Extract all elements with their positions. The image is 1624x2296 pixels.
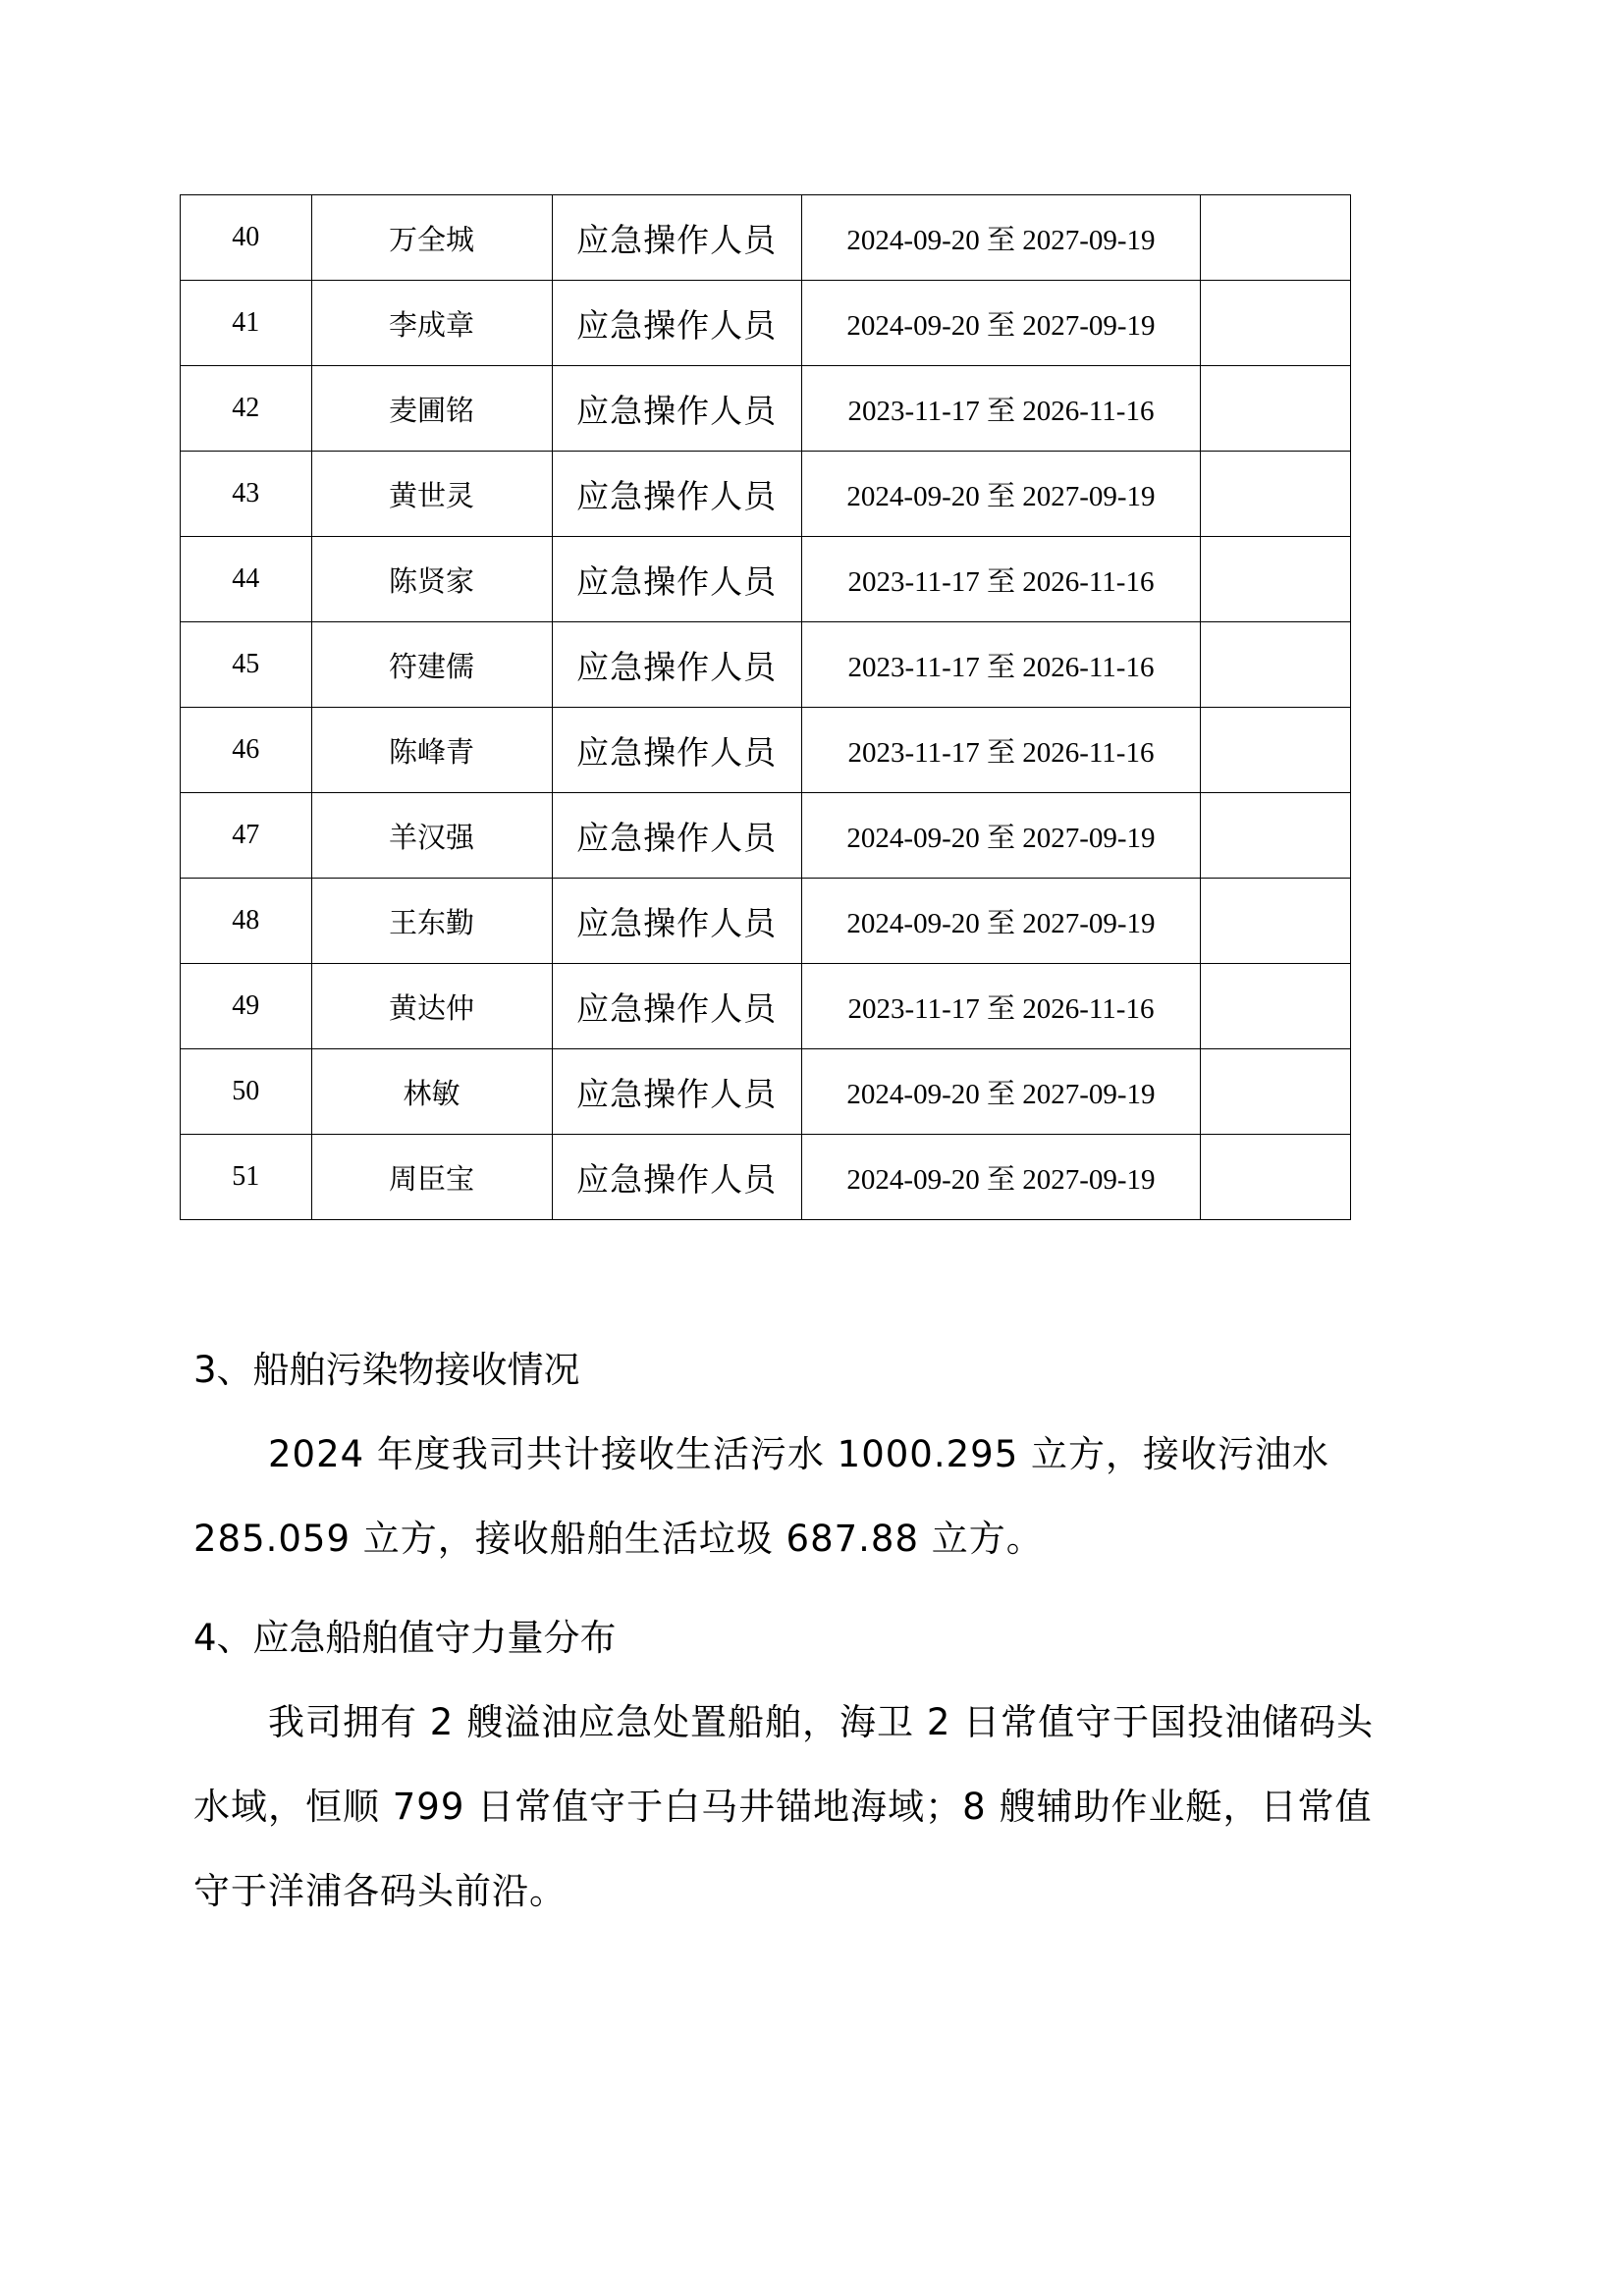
personnel-table xyxy=(180,194,1351,1220)
row-number: 40 xyxy=(181,195,312,281)
table-row xyxy=(181,195,1351,281)
validity-period: 2024-09-20 至 2027-09-19 xyxy=(801,281,1201,366)
person-role: 应急操作人员 xyxy=(552,793,801,879)
person-role: 应急操作人员 xyxy=(552,964,801,1049)
validity-period: 2023-11-17 至 2026-11-16 xyxy=(801,964,1201,1049)
table-row xyxy=(181,366,1351,452)
row-number: 48 xyxy=(181,879,312,964)
validity-period: 2023-11-17 至 2026-11-16 xyxy=(801,622,1201,708)
personnel-table-body xyxy=(181,195,1351,1220)
table-row xyxy=(181,1135,1351,1220)
validity-period: 2024-09-20 至 2027-09-19 xyxy=(801,793,1201,879)
validity-period: 2024-09-20 至 2027-09-19 xyxy=(801,195,1201,281)
row-number: 42 xyxy=(181,366,312,452)
validity-period: 2024-09-20 至 2027-09-19 xyxy=(801,1049,1201,1135)
person-name: 黄世灵 xyxy=(311,452,552,537)
validity-period: 2024-09-20 至 2027-09-19 xyxy=(801,452,1201,537)
row-number: 45 xyxy=(181,622,312,708)
person-role: 应急操作人员 xyxy=(552,281,801,366)
table-row xyxy=(181,281,1351,366)
person-name: 周臣宝 xyxy=(311,1135,552,1220)
person-name: 符建儒 xyxy=(311,622,552,708)
remark-cell xyxy=(1201,708,1351,793)
validity-period: 2024-09-20 至 2027-09-19 xyxy=(801,879,1201,964)
row-number: 41 xyxy=(181,281,312,366)
person-name: 王东勤 xyxy=(311,879,552,964)
table-row xyxy=(181,964,1351,1049)
remark-cell xyxy=(1201,793,1351,879)
remark-cell xyxy=(1201,281,1351,366)
person-role: 应急操作人员 xyxy=(552,195,801,281)
remark-cell xyxy=(1201,366,1351,452)
row-number: 50 xyxy=(181,1049,312,1135)
remark-cell xyxy=(1201,1135,1351,1220)
validity-period: 2024-09-20 至 2027-09-19 xyxy=(801,1135,1201,1220)
section-4-heading: 4、应急船舶值守力量分布 xyxy=(193,1617,617,1659)
row-number: 49 xyxy=(181,964,312,1049)
row-number: 51 xyxy=(181,1135,312,1220)
table-row xyxy=(181,793,1351,879)
validity-period: 2023-11-17 至 2026-11-16 xyxy=(801,366,1201,452)
remark-cell xyxy=(1201,1049,1351,1135)
person-name: 麦圃铭 xyxy=(311,366,552,452)
person-role: 应急操作人员 xyxy=(552,622,801,708)
remark-cell xyxy=(1201,452,1351,537)
section-3-paragraph: 2024 年度我司共计接收生活污水 1000.295 立方，接收污油水 285.059 立方，接收船舶生活垃圾 687.88 立方。 xyxy=(193,1433,1329,1560)
remark-cell xyxy=(1201,964,1351,1049)
person-name: 李成章 xyxy=(311,281,552,366)
validity-period: 2023-11-17 至 2026-11-16 xyxy=(801,708,1201,793)
row-number: 44 xyxy=(181,537,312,622)
person-name: 羊汉强 xyxy=(311,793,552,879)
section-3-heading: 3、船舶污染物接收情况 xyxy=(193,1349,580,1391)
person-role: 应急操作人员 xyxy=(552,452,801,537)
table-row xyxy=(181,452,1351,537)
remark-cell xyxy=(1201,537,1351,622)
person-name: 陈贤家 xyxy=(311,537,552,622)
person-role: 应急操作人员 xyxy=(552,1049,801,1135)
row-number: 43 xyxy=(181,452,312,537)
remark-cell xyxy=(1201,622,1351,708)
section-4-paragraph: 我司拥有 2 艘溢油应急处置船舶，海卫 2 日常值守于国投油储码头水域，恒顺 799 日常值守于白马井锚地海域；8 艘辅助作业艇，日常值守于洋浦各码头前沿。 xyxy=(193,1701,1375,1912)
row-number: 47 xyxy=(181,793,312,879)
person-role: 应急操作人员 xyxy=(552,1135,801,1220)
remark-cell xyxy=(1201,195,1351,281)
table-row xyxy=(181,622,1351,708)
table-row xyxy=(181,879,1351,964)
person-name: 陈峰青 xyxy=(311,708,552,793)
person-role: 应急操作人员 xyxy=(552,366,801,452)
table-row xyxy=(181,537,1351,622)
person-name: 黄达仲 xyxy=(311,964,552,1049)
person-role: 应急操作人员 xyxy=(552,708,801,793)
remark-cell xyxy=(1201,879,1351,964)
person-role: 应急操作人员 xyxy=(552,879,801,964)
person-name: 林敏 xyxy=(311,1049,552,1135)
person-role: 应急操作人员 xyxy=(552,537,801,622)
table-row xyxy=(181,708,1351,793)
table-row xyxy=(181,1049,1351,1135)
validity-period: 2023-11-17 至 2026-11-16 xyxy=(801,537,1201,622)
row-number: 46 xyxy=(181,708,312,793)
person-name: 万全城 xyxy=(311,195,552,281)
